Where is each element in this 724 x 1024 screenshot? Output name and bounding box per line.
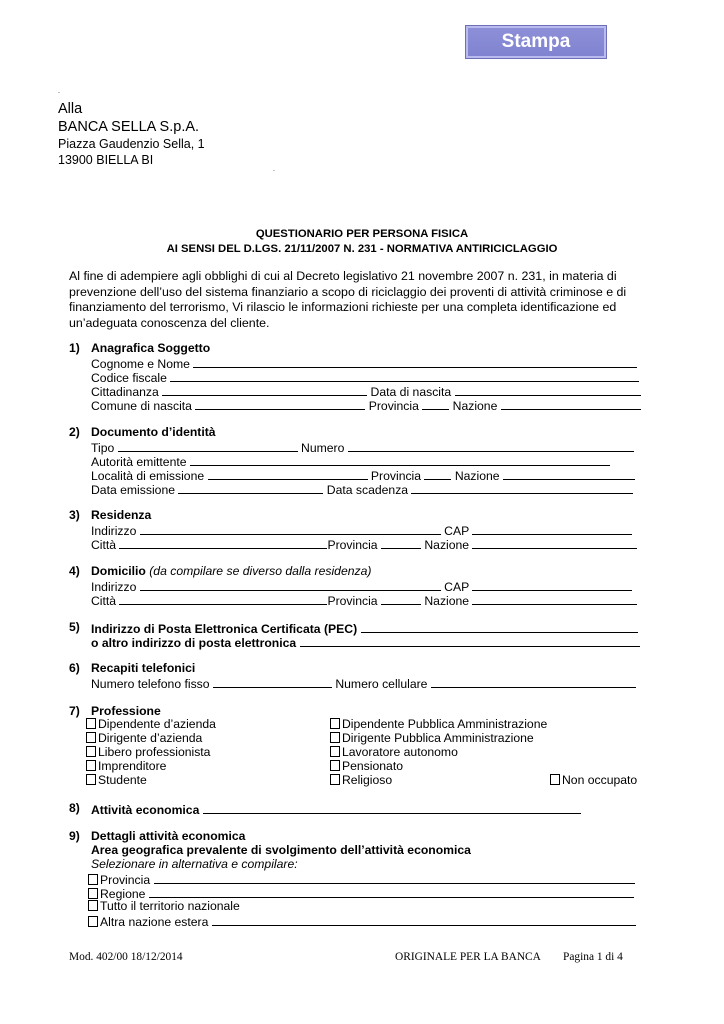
field-label: Nazione [424,594,470,608]
field-label: Data scadenza [326,483,409,497]
checkbox[interactable] [86,732,96,743]
checkbox[interactable] [86,774,96,785]
codice-fiscale-field[interactable] [170,369,639,382]
section-title-residenza: Residenza [91,508,152,522]
recipient-to: Alla [58,101,83,117]
field-label: Indirizzo [91,524,137,538]
checkbox[interactable] [330,774,340,785]
localita-emissione-field[interactable] [208,467,368,480]
field-label: Indirizzo [91,580,137,594]
field-label: Comune di nascita [91,399,192,413]
section-number: 4) [69,564,80,578]
checkbox[interactable] [88,874,98,885]
section-number: 6) [69,661,80,675]
autorita-emittente-field[interactable] [190,453,610,466]
recipient-bank: BANCA SELLA S.p.A. [58,119,200,135]
section-hint: Selezionare in alternativa e compilare: [91,857,298,871]
checkbox[interactable] [86,760,96,771]
option-label: Regione [100,887,146,901]
professione-option [86,717,216,731]
field-label: CAP [444,524,470,538]
field-row [91,592,637,608]
professione-option [86,745,210,759]
nazione-estera-field[interactable] [212,913,636,926]
option-label: Altra nazione estera [100,915,209,929]
area-option [88,899,240,913]
regione-area-field[interactable] [149,885,634,898]
pec-field[interactable] [361,620,638,633]
field-label: o altro indirizzo di posta elettronica [91,636,297,650]
section-number: 9) [69,829,80,843]
intro-line: finanziamento del terrorismo, Vi rilascio le informazioni richieste per una completa identificazione ed [69,300,617,314]
checkbox[interactable] [330,732,340,743]
area-option [88,913,636,929]
recipient-street: Piazza Gaudenzio Sella, 1 [58,137,205,151]
section-title-domicilio: Domicilio [91,564,146,578]
option-label: Non occupato [562,773,638,787]
data-scadenza-field[interactable] [411,481,633,494]
section-title-recapiti: Recapiti telefonici [91,661,196,675]
professione-option [86,759,166,773]
section-title-anagrafica: Anagrafica Soggetto [91,341,211,355]
cap-domicilio-field[interactable] [472,578,632,591]
field-row [91,397,641,413]
nazione-domicilio-field[interactable] [472,592,637,605]
intro-line: un’adeguata conoscenza del cliente. [69,316,270,330]
field-label: Città [91,538,117,552]
tipo-documento-field[interactable] [118,439,298,452]
field-label: Data di nascita [370,385,452,399]
option-label: Libero professionista [98,745,211,759]
document-subtitle: AI SENSI DEL D.LGS. 21/11/2007 N. 231 - NORMATIVA ANTIRICICLAGGIO [166,243,558,255]
option-label: Religioso [342,773,393,787]
checkbox[interactable] [330,746,340,757]
option-label: Provincia [100,873,151,887]
option-label: Imprenditore [98,759,167,773]
professione-option [330,731,534,745]
section-title-documento: Documento d’identità [91,425,216,439]
professione-option [86,773,147,787]
intro-line: Al fine di adempiere agli obblighi di cui al Decreto legislativo 21 novembre 2007 n. 231, in materia di [69,269,617,283]
section-number: 3) [69,508,80,522]
checkbox[interactable] [88,900,98,911]
section-title-professione: Professione [91,704,161,718]
field-label: Provincia [368,399,419,413]
checkbox[interactable] [86,746,96,757]
field-label: Numero cellulare [335,677,428,691]
professione-option [330,759,403,773]
provincia-area-field[interactable] [154,871,635,884]
option-label: Dirigente Pubblica Amministrazione [342,731,534,745]
field-label: Località di emissione [91,469,205,483]
footer-model: Mod. 402/00 18/12/2014 [69,951,183,963]
email-field[interactable] [300,634,640,647]
field-row [91,634,640,650]
section-number: 7) [69,704,80,718]
section-title-row [91,564,371,578]
section-title-attivita: Attività economica [91,803,200,817]
nazione-nascita-field[interactable] [501,397,641,410]
checkbox[interactable] [88,888,98,899]
field-label: Provincia [370,469,422,483]
checkbox[interactable] [550,774,560,785]
field-label: Nazione [424,538,470,552]
citta-domicilio-field[interactable] [119,592,327,605]
field-label: Numero [301,441,345,455]
option-label: Dipendente d’azienda [98,717,216,731]
telefono-fisso-field[interactable] [213,675,332,688]
comune-nascita-field[interactable] [195,397,365,410]
field-row [91,801,581,817]
cognome-nome-field[interactable] [193,355,637,368]
checkbox[interactable] [330,760,340,771]
footer-page-number: Pagina 1 di 4 [563,951,623,963]
option-label: Pensionato [342,759,403,773]
field-label: Provincia [327,538,378,552]
document-title: QUESTIONARIO PER PERSONA FISICA [255,228,469,240]
section-note: (da compilare se diverso dalla residenza) [149,564,372,578]
field-label: Provincia [327,594,378,608]
cap-residenza-field[interactable] [472,522,632,535]
checkbox[interactable] [330,718,340,729]
professione-option [330,717,547,731]
section-subtitle: Area geografica prevalente di svolgimento dell’attività economica [91,843,471,857]
option-label: Studente [98,773,147,787]
field-row [91,675,636,691]
print-button[interactable]: Stampa [465,25,607,59]
option-label: Tutto il territorio nazionale [100,899,240,913]
professione-option [550,773,637,787]
section-number: 5) [69,620,80,634]
provincia-domicilio-field[interactable] [381,592,421,605]
data-nascita-field[interactable] [455,383,641,396]
option-label: Dipendente Pubblica Amministrazione [342,717,548,731]
field-label: Tipo [91,441,115,455]
option-label: Lavoratore autonomo [342,745,458,759]
citta-residenza-field[interactable] [119,536,327,549]
section-number: 2) [69,425,80,439]
field-label: CAP [444,580,470,594]
provincia-residenza-field[interactable] [381,536,421,549]
recipient-city: 13900 BIELLA BI [58,153,154,167]
section-number: 1) [69,341,80,355]
section-title-dettagli: Dettagli attività economica [91,829,246,843]
field-label: Cittadinanza [91,385,159,399]
section-title-pec: Indirizzo di Posta Elettronica Certificata (PEC) [91,622,358,636]
footer-copy-type: ORIGINALE PER LA BANCA [395,951,541,963]
cellulare-field[interactable] [431,675,636,688]
intro-line: prevenzione dell’uso del sistema finanziario a scopo di riciclaggio dei proventi di attività criminose e di [69,285,627,299]
attivita-economica-field[interactable] [203,801,581,814]
field-row [91,481,633,497]
provincia-emissione-field[interactable] [424,467,451,480]
field-label: Codice fiscale [91,371,167,385]
nazione-residenza-field[interactable] [472,536,637,549]
field-label: Autorità emittente [91,455,187,469]
indirizzo-residenza-field[interactable] [140,522,441,535]
checkbox[interactable] [88,916,98,927]
provincia-nascita-field[interactable] [422,397,449,410]
field-label: Città [91,594,117,608]
professione-option [330,773,392,787]
professione-option [330,745,458,759]
field-label: Cognome e Nome [91,357,190,371]
data-emissione-field[interactable] [178,481,323,494]
indirizzo-domicilio-field[interactable] [140,578,441,591]
field-label: Numero telefono fisso [91,677,210,691]
option-label: Dirigente d’azienda [98,731,203,745]
page-mark: . [273,166,275,173]
field-row [91,536,637,552]
page-mark: . [58,88,60,95]
professione-option [86,731,202,745]
field-label: Nazione [454,469,500,483]
checkbox[interactable] [86,718,96,729]
field-label: Data emissione [91,483,175,497]
field-label: Nazione [452,399,498,413]
nazione-emissione-field[interactable] [503,467,635,480]
cittadinanza-field[interactable] [162,383,367,396]
numero-documento-field[interactable] [348,439,634,452]
section-number: 8) [69,801,80,815]
